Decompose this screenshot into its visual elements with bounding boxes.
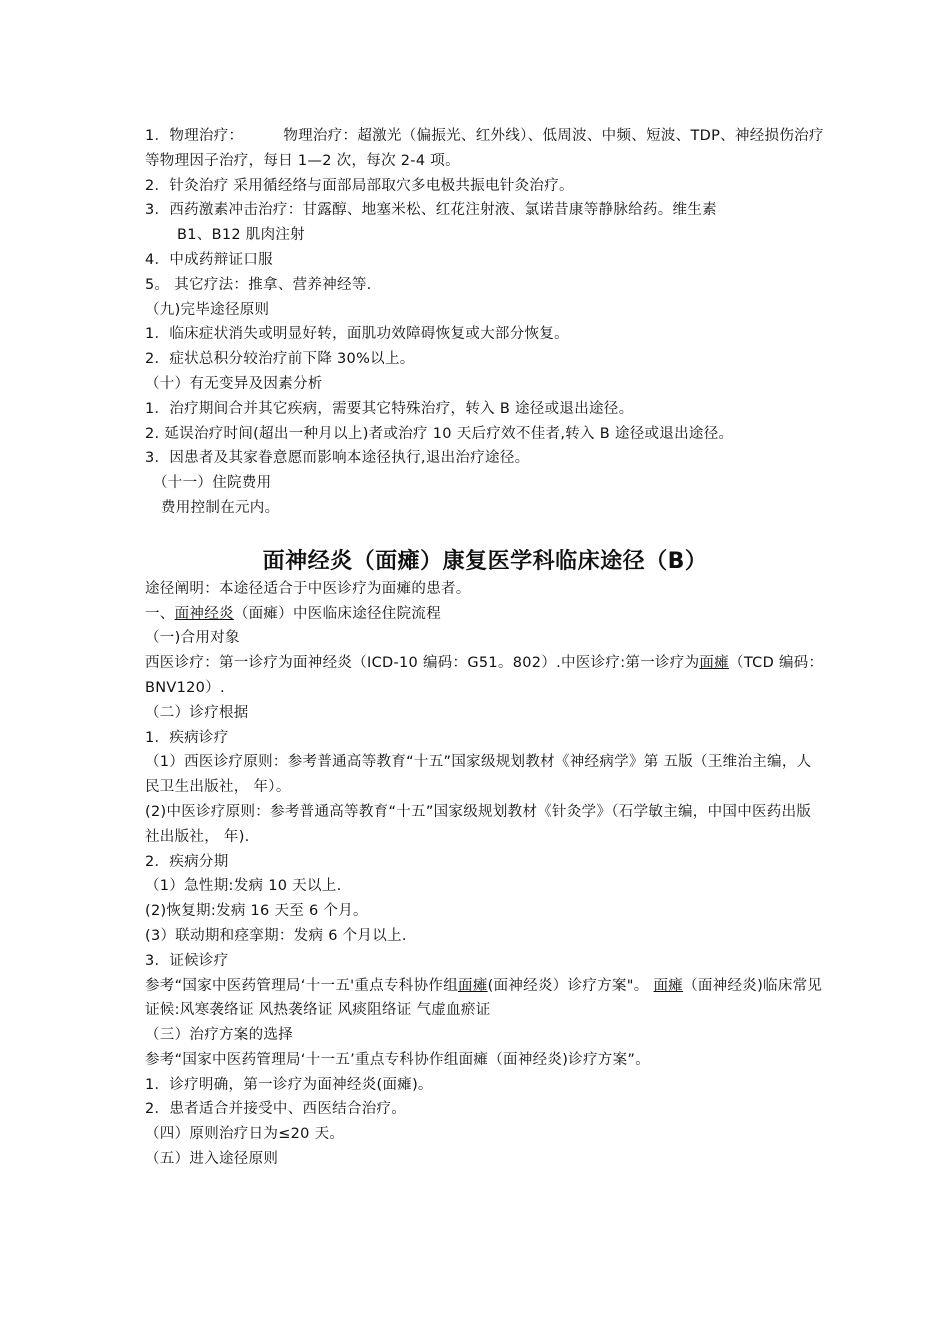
page-title: 面神经炎（面瘫）康复医学科临床途径（B） xyxy=(262,548,708,574)
paragraph-acupuncture: 2．针灸治疗 采用循经络与面部局部取穴多电极共振电针灸治疗。 xyxy=(145,177,574,194)
paragraph-intro: 途径阐明：本途径适合于中医诊疗为面瘫的患者。 xyxy=(145,580,471,597)
item-text: 物理治疗：超激光（偏振光、红外线）、低周波、中频、短波、TDP、神经损伤治疗等物理因子治疗，每日 1—2 次，每次 2-4 项。 xyxy=(145,128,824,169)
heading-entry-criteria: （五）进入途径原则 xyxy=(145,1151,279,1168)
heading-process xyxy=(145,602,825,627)
heading-suffix: （面瘫）中医临床途径住院流程 xyxy=(233,605,442,622)
heading-hospital-cost: （十一）住院费用 xyxy=(153,475,272,492)
underlined-term: 面瘫 xyxy=(458,977,488,994)
heading-standard-days: （四）原则治疗日为≤20 天。 xyxy=(145,1126,345,1143)
paragraph-physical-therapy xyxy=(145,124,825,174)
paragraph-tcm-diagnosis: (2)中医诊疗原则：参考普通高等教育“十五”国家级规划教材《针灸学》（石学敏主编，中国中医药出版社出版社， 年). xyxy=(145,803,812,845)
underlined-term: 面瘫 xyxy=(653,977,684,994)
paragraph-treatment-2: 2．患者适合并接受中、西医结合治疗。 xyxy=(145,1101,407,1118)
heading-prefix: 一、 xyxy=(145,605,175,622)
paragraph-completion-2: 2．症状总积分较治疗前下降 30%以上。 xyxy=(145,351,415,368)
paragraph-diagnosis xyxy=(145,651,825,701)
paragraph-syndrome-reference xyxy=(145,974,825,1024)
paragraph-syndrome-diagnosis: 3．证候诊疗 xyxy=(145,952,229,969)
diagnosis-code: （TCD 编码：BNV120）. xyxy=(145,655,824,696)
syndrome-list: （面神经炎)临床常见证候:风寒袭络证 风热袭络证 风痰阻络证 气虚血瘀证 xyxy=(145,977,823,1019)
paragraph-acute-stage: （1）急性期:发病 10 天以上. xyxy=(145,878,342,895)
paragraph-variation-3: 3．因患者及其家眷意愿而影响本途径执行,退出治疗途径。 xyxy=(145,450,530,467)
heading-diagnostic-basis: （二）诊疗根据 xyxy=(145,704,249,721)
heading-variation-analysis: （十）有无变异及因素分析 xyxy=(145,375,323,392)
section-gap xyxy=(145,521,825,547)
paragraph-spasm-stage: (3）联动期和痉挛期：发病 6 个月以上. xyxy=(145,927,407,944)
reference-text: (面神经炎）诊疗方案"。 xyxy=(487,977,654,994)
underlined-term: 面神经炎 xyxy=(174,605,234,622)
item-label: 1．物理治疗： xyxy=(145,128,244,144)
paragraph-cost-control: 费用控制在元内。 xyxy=(161,499,280,516)
diagnosis-text: 西医诊疗：第一诊疗为面神经炎（ICD-10 编码：G51。802）.中医诊疗:第一诊疗为 xyxy=(145,655,700,672)
paragraph-completion-1: 1．临床症状消失或明显好转，面肌功效障碍恢复或大部分恢复。 xyxy=(145,326,569,343)
paragraph-variation-2: 2. 延误治疗时间(超出一种月以上)者或治疗 10 天后疗效不佳者,转入 B 途径或退出途径。 xyxy=(145,425,734,442)
paragraph-western-diagnosis: （1）西医诊疗原则：参考普通高等教育“十五”国家级规划教材《神经病学》第 五版（王维治主编，人民卫生出版社， 年）。 xyxy=(145,754,812,796)
paragraph-other-therapy: 5。 其它疗法：推拿、营养神经等. xyxy=(145,276,372,293)
heading-applicable-subjects: （一)合用对象 xyxy=(145,630,240,647)
heading-completion-criteria: （九)完毕途径原则 xyxy=(145,301,270,318)
paragraph-disease-staging: 2．疾病分期 xyxy=(145,853,229,870)
paragraph-western-medicine: 3．西药激素冲击治疗：甘露醇、地塞米松、红花注射液、氯诺昔康等静脉给药。维生素 xyxy=(145,202,717,219)
underlined-term: 面瘫 xyxy=(699,655,730,672)
reference-text: 参考“国家中医药管理局‘十一五'重点专科协作组 xyxy=(145,977,459,994)
document-body xyxy=(145,124,825,1172)
paragraph-variation-1: 1．治疗期间合并其它疾病，需要其它特殊治疗，转入 B 途径或退出途径。 xyxy=(145,400,634,417)
paragraph-disease-diagnosis: 1．疾病诊疗 xyxy=(145,729,229,746)
heading-treatment-plan: （三）治疗方案的选择 xyxy=(145,1027,293,1044)
paragraph-western-medicine-cont: B1、B12 肌肉注射 xyxy=(177,227,305,244)
paragraph-treatment-1: 1．诊疗明确，第一诊疗为面神经炎(面瘫)。 xyxy=(145,1076,433,1093)
paragraph-treatment-reference: 参考“国家中医药管理局‘十一五’重点专科协作组面瘫（面神经炎)诊疗方案”。 xyxy=(145,1051,650,1068)
paragraph-recovery-stage: (2)恢复期:发病 16 天至 6 个月。 xyxy=(145,903,368,920)
paragraph-tcm-oral: 4．中成药辩证口服 xyxy=(145,251,273,268)
